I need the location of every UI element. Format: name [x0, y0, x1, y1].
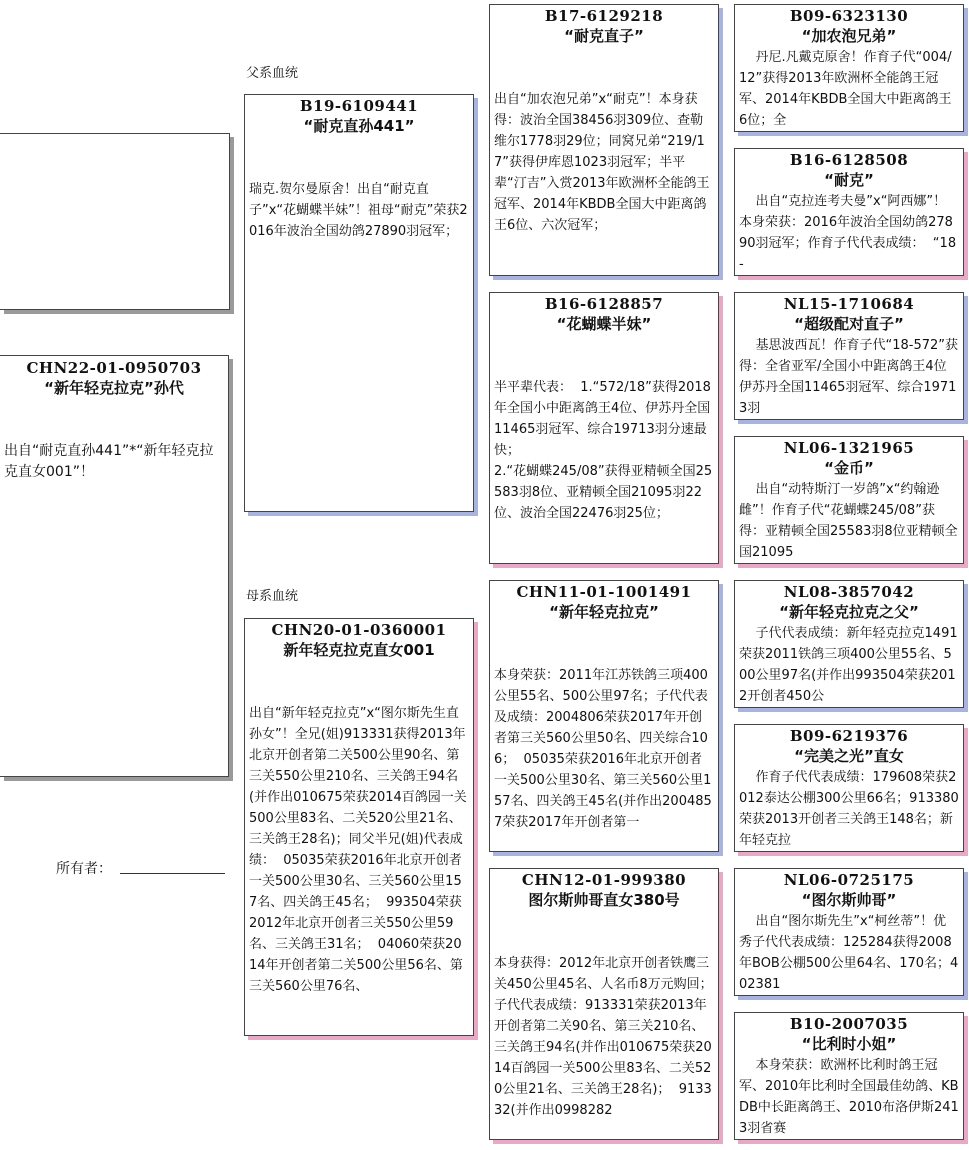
- pigeon-name: “耐克”: [824, 171, 874, 189]
- owner-input-line[interactable]: [120, 873, 225, 874]
- pigeon-description: 出自“克拉连考夫曼”x“阿西娜”！本身荣获：2016年波治全国幼鸽27890羽冠军；作育子代代表成绩： “18-: [739, 194, 957, 272]
- great-grandparent-card: [734, 436, 964, 564]
- pigeon-description: 本身荣获：欧洲杯比利时鸽王冠军、2010年比利时全国最佳幼鸽、KBDB中长距离鸽王、2010布洛伊斯2413羽省赛: [739, 1058, 959, 1136]
- pigeon-name: “完美之光”直女: [794, 747, 904, 765]
- subject-card: [0, 355, 229, 777]
- great-grandparent-card: [734, 4, 964, 132]
- pigeon-name: “超级配对直子”: [794, 315, 904, 333]
- grandparent-card: [489, 868, 719, 1140]
- great-grandparent-card: [734, 148, 964, 276]
- grandparent-card: [489, 580, 719, 852]
- ring-number: NL06-0725175: [783, 871, 915, 889]
- ring-number: NL15-1710684: [783, 295, 915, 313]
- pigeon-description: 基思波西瓦！作育子代“18-572”获得：全省亚军/全国小中距离鸽王4位 伊苏丹全国11465羽冠军、综合19713羽: [739, 338, 959, 416]
- pigeon-name: “比利时小姐”: [801, 1035, 897, 1053]
- pigeon-description: 出自“新年轻克拉克”x“图尔斯先生直孙女”！全兄(姐)913331获得2013年北京开创者第二关500公里90名、第三关550公里210名、三关鸽王94名(并作出010675荣获2014百鸽园一关500公里83名、二关520公里21名、三关鸽王28名)；同父半兄(姐)代表成绩： 05035荣获2016年北京开创者一关500公里30名、三关560公里157名、四关鸽王45名； 993504荣获2012年北京开创者三关550公里59名、三关鸽王31名； 04060荣获2014年开创者第二关500公里56名、第三关560公里76名、: [249, 706, 467, 994]
- ring-number: CHN12-01-999380: [521, 871, 687, 889]
- pigeon-name: 新年轻克拉克直女001: [283, 641, 435, 659]
- pigeon-description: 本身获得：2012年北京开创者铁鹰三关450公里45名、人名币8万元购回；子代代表成绩：913331荣获2013年开创者第二关90名、第三关210名、三关鸽王94名(并作出010675荣获2014百鸽园一关500公里83名、二关520公里21名、三关鸽王28名)； 913332(并作出0998282: [494, 956, 713, 1118]
- pigeon-description: 出自“动特斯汀一岁鸽”x“约翰逊雌”！作育子代“花蝴蝶245/08”获得：亚精顿全国25583羽8位亚精顿全国21095: [739, 482, 958, 560]
- pigeon-name: “金币”: [824, 459, 874, 477]
- grandparent-card: [489, 4, 719, 276]
- sire-card: [244, 94, 474, 512]
- pigeon-description: 半平辈代表： 1.“572/18”获得2018年全国小中距离鸽王4位、伊苏丹全国11465羽冠军、综合19713羽分速最快； 2.“花蝴蝶245/08”获得亚精顿全国25583羽8位、亚精顿全国21095羽22位、波治全国22476羽25位；: [494, 380, 713, 521]
- pigeon-name: “新年轻克拉克之父”: [779, 603, 919, 621]
- pigeon-description: 作育子代代表成绩：179608荣获2012泰达公棚300公里66名；913380荣获2013开创者三关鸽王148名；新年轻克拉: [739, 770, 959, 848]
- great-grandparent-card: [734, 580, 964, 708]
- pigeon-description: 出自“图尔斯先生”x“柯丝蒂”！优秀子代代表成绩：125284获得2008年BOB公棚500公里64名、170名；402381: [739, 914, 959, 992]
- ring-number: B10-2007035: [789, 1015, 909, 1033]
- ring-number: NL06-1321965: [783, 439, 915, 457]
- pigeon-name: “新年轻克拉克”孙代: [44, 379, 184, 397]
- ring-number: B09-6323130: [789, 7, 909, 25]
- pigeon-name: “花蝴蝶半妹”: [556, 315, 652, 333]
- ring-number: NL08-3857042: [783, 583, 915, 601]
- pigeon-name: “耐克直孙441”: [303, 117, 415, 135]
- pigeon-name: “耐克直子”: [564, 27, 644, 45]
- pigeon-description: 子代代表成绩：新年轻克拉克1491荣获2011铁鸽三项400公里55名、500公里97名(并作出993504荣获2012开创者450公: [739, 626, 958, 704]
- pigeon-name: “图尔斯帅哥”: [801, 891, 897, 909]
- pigeon-description: 本身荣获：2011年江苏铁鸽三项400公里55名、500公里97名；子代代表及成绩：2004806荣获2017年开创者第三关560公里50名、四关综合106； 05035荣获2016年北京开创者一关500公里30名、第三关560公里157名、四关鸽王45名(并作出2004857荣获2017年开创者第一: [494, 668, 712, 830]
- great-grandparent-card: [734, 292, 964, 420]
- ring-number: B09-6219376: [789, 727, 909, 745]
- owner-label: 所有者：: [56, 861, 112, 877]
- ring-number: B19-6109441: [299, 97, 419, 115]
- dam-card: [244, 618, 474, 1036]
- pigeon-name: “新年轻克拉克”: [549, 603, 659, 621]
- pigeon-name: “加农泡兄弟”: [801, 27, 897, 45]
- pigeon-name: 图尔斯帅哥直女380号: [528, 891, 680, 909]
- maternal-label: 母系血统: [246, 589, 299, 604]
- great-grandparent-card: [734, 868, 964, 996]
- great-grandparent-card: [734, 1012, 964, 1140]
- pigeon-description: 出自“加农泡兄弟”x“耐克”！本身获得：波治全国38456羽309位、查勒维尔1778羽29位；同窝兄弟“219/17”获得伊库恩1023羽冠军；半平辈“汀吉”入赏2013年欧洲杯全能鸽王冠军、2014年KBDB全国大中距离鸽王6位、六次冠军；: [494, 92, 710, 233]
- paternal-label: 父系血统: [246, 66, 299, 81]
- pigeon-description: 瑞克.贺尔曼原舍！出自“耐克直子”x“花蝴蝶半妹”！祖母“耐克”荣获2016年波治全国幼鸽27890羽冠军；: [249, 182, 468, 239]
- ring-number: CHN20-01-0360001: [271, 621, 447, 639]
- pigeon-description: 丹尼.凡戴克原舍！作育子代“004/12”获得2013年欧洲杯全能鸽王冠军、2014年KBDB全国大中距离鸽王6位；全: [739, 50, 952, 128]
- pigeon-description: 出自“耐克直孙441”*“新年轻克拉克直女001”！: [4, 443, 214, 480]
- ring-number: B17-6129218: [544, 7, 664, 25]
- ring-number: CHN22-01-0950703: [26, 359, 202, 377]
- connector-line: [0, 133, 230, 310]
- grandparent-card: [489, 292, 719, 564]
- ring-number: B16-6128857: [544, 295, 664, 313]
- ring-number: CHN11-01-1001491: [516, 583, 692, 601]
- great-grandparent-card: [734, 724, 964, 852]
- ring-number: B16-6128508: [789, 151, 909, 169]
